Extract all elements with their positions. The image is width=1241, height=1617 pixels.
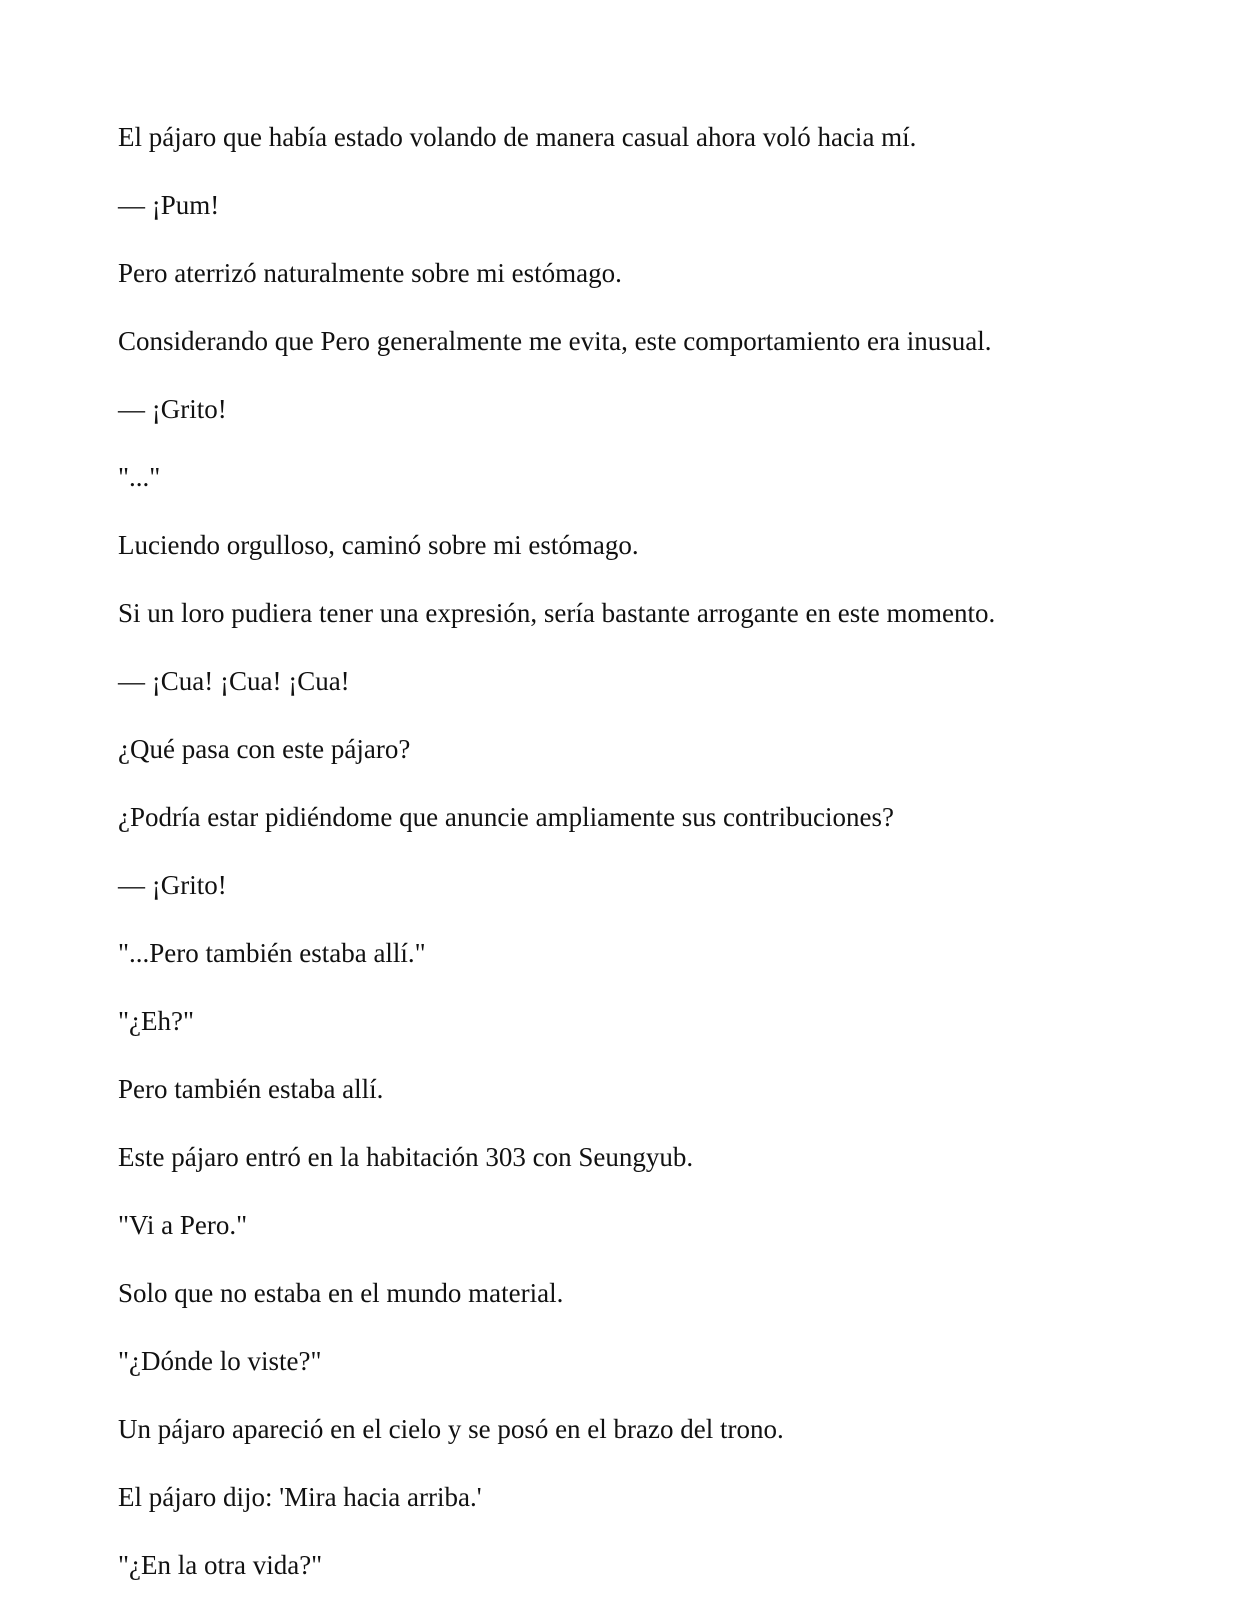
paragraph: "¿Eh?": [118, 1006, 195, 1036]
paragraph: "...": [118, 462, 161, 492]
paragraph: "Vi a Pero.": [118, 1210, 248, 1240]
paragraph: ¿Qué pasa con este pájaro?: [118, 734, 411, 764]
paragraph: — ¡Pum!: [118, 190, 220, 220]
paragraph: Pero aterrizó naturalmente sobre mi estómago.: [118, 258, 622, 288]
paragraph: — ¡Grito!: [118, 394, 227, 424]
paragraph: "...Pero también estaba allí.": [118, 938, 426, 968]
paragraph: El pájaro dijo: 'Mira hacia arriba.': [118, 1482, 482, 1512]
paragraph: ¿Podría estar pidiéndome que anuncie ampliamente sus contribuciones?: [118, 802, 894, 832]
paragraph: "¿En la otra vida?": [118, 1550, 323, 1580]
paragraph: — ¡Cua! ¡Cua! ¡Cua!: [118, 666, 350, 696]
document-body: [118, 118, 1128, 1614]
paragraph: Pero también estaba allí.: [118, 1074, 384, 1104]
paragraph: Luciendo orgulloso, caminó sobre mi estómago.: [118, 530, 639, 560]
paragraph: Un pájaro apareció en el cielo y se posó en el brazo del trono.: [118, 1414, 784, 1444]
paragraph: Considerando que Pero generalmente me evita, este comportamiento era inusual.: [118, 326, 992, 356]
paragraph: — ¡Grito!: [118, 870, 227, 900]
paragraph: El pájaro que había estado volando de manera casual ahora voló hacia mí.: [118, 122, 917, 152]
paragraph: Solo que no estaba en el mundo material.: [118, 1278, 564, 1308]
paragraph: Este pájaro entró en la habitación 303 con Seungyub.: [118, 1142, 694, 1172]
paragraph: Si un loro pudiera tener una expresión, sería bastante arrogante en este momento.: [118, 598, 996, 628]
paragraph: "¿Dónde lo viste?": [118, 1346, 322, 1376]
